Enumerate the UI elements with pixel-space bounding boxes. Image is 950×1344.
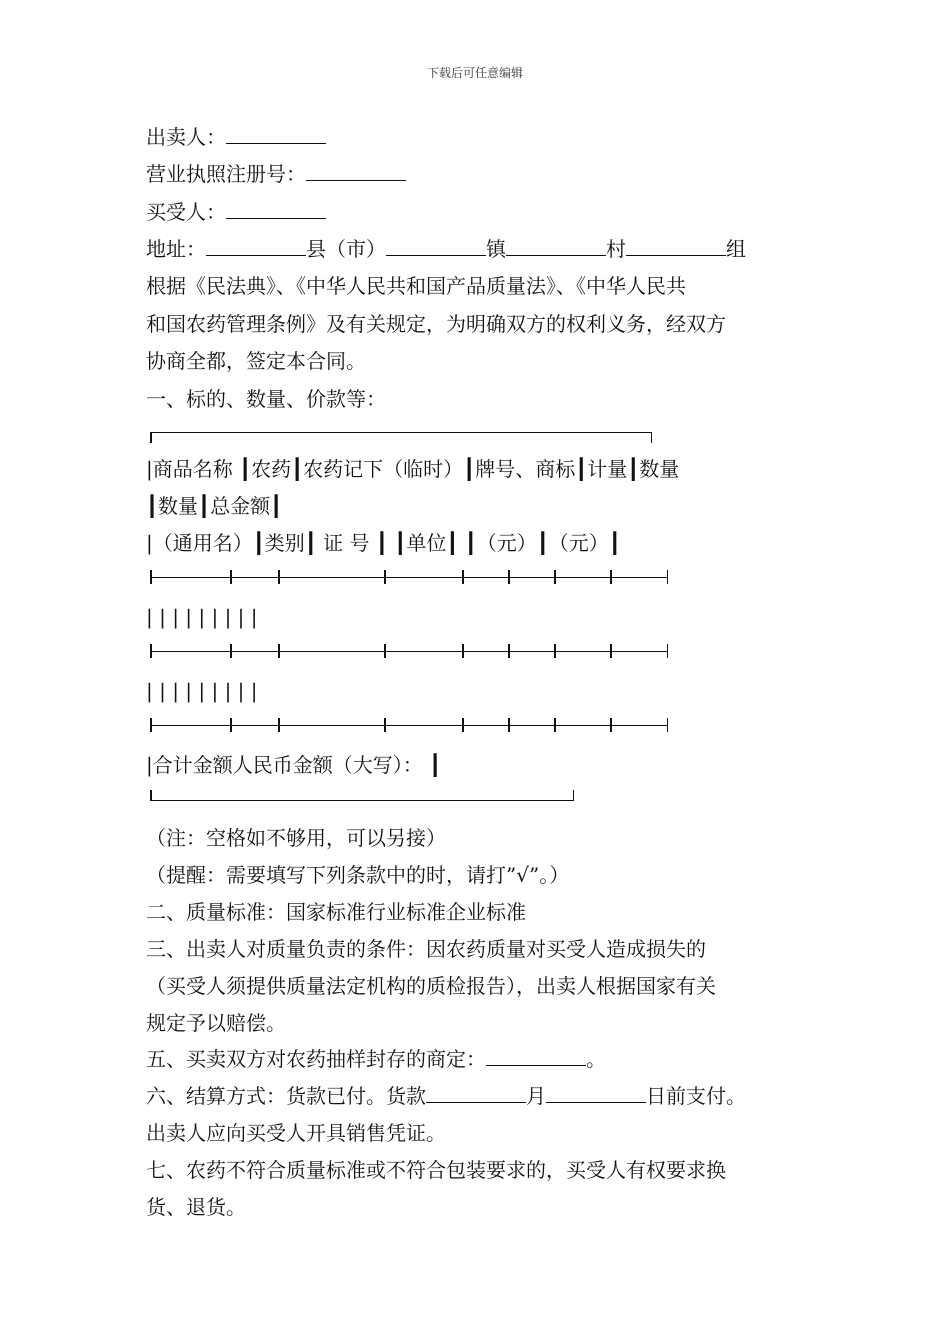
buyer-blank[interactable] bbox=[226, 200, 326, 219]
clause-3-line-2: （买受人须提供质量法定机构的质检报告），出卖人根据国家有关 bbox=[146, 974, 716, 998]
clause-7-line-1: 七、农药不符合质量标准或不符合包装要求的，买受人有权要求换 bbox=[146, 1158, 726, 1182]
clause-5-suffix: 。 bbox=[586, 1047, 606, 1071]
clause-2: 二、质量标准：国家标准行业标准企业标准 bbox=[146, 900, 526, 924]
table-divider-1 bbox=[150, 570, 668, 584]
note-1: （注：空格如不够用，可以另接） bbox=[146, 826, 446, 850]
address-line bbox=[146, 237, 746, 261]
table-divider-2 bbox=[150, 644, 668, 658]
address-group: 组 bbox=[726, 237, 746, 261]
table-header-line-2: ┃数量┃总金额┃ bbox=[146, 494, 283, 518]
clause-6-line-2: 出卖人应向买受人开具销售凭证。 bbox=[146, 1121, 446, 1145]
intro-line-3: 协商全都，签定本合同。 bbox=[146, 349, 366, 373]
intro-line-2: 和国农药管理条例》及有关规定，为明确双方的权利义务，经双方 bbox=[146, 312, 726, 336]
clause-5 bbox=[146, 1047, 606, 1071]
table-bottom-rule bbox=[150, 790, 574, 801]
table-header-line-1: |商品名称 ┃农药┃农药记下（临时）┃牌号、商标┃计量┃数量 bbox=[146, 457, 680, 481]
table-top-rule bbox=[150, 432, 652, 443]
clause-6-month-blank[interactable] bbox=[426, 1084, 526, 1103]
clause-3-line-1: 三、出卖人对质量负责的条件：因农药质量对买受人造成损失的 bbox=[146, 937, 706, 961]
clause-6-day-blank[interactable] bbox=[546, 1084, 646, 1103]
address-blank-3[interactable] bbox=[506, 237, 606, 256]
seller-line bbox=[146, 125, 326, 149]
table-total-line: |合计金额人民币金额（大写）： ┃ bbox=[146, 753, 442, 777]
intro-line-1: 根据《民法典》、《中华人民共和国产品质量法》、《中华人民共 bbox=[146, 274, 686, 298]
address-village: 村 bbox=[606, 237, 626, 261]
buyer-label: 买受人： bbox=[146, 200, 226, 224]
address-blank-1[interactable] bbox=[206, 237, 306, 256]
license-label: 营业执照注册号： bbox=[146, 162, 306, 186]
clause-3-line-3: 规定予以赔偿。 bbox=[146, 1011, 286, 1035]
address-blank-4[interactable] bbox=[626, 237, 726, 256]
address-label: 地址： bbox=[146, 237, 206, 261]
license-blank[interactable] bbox=[306, 162, 406, 181]
table-empty-row-2: | | | | | | | | | bbox=[146, 679, 258, 703]
table-header-line-3: |（通用名）┃类别┃ 证 号 ┃ ┃单位┃ ┃（元）┃（元）┃ bbox=[146, 531, 621, 555]
page-header-note: 下载后可任意编辑 bbox=[426, 66, 523, 80]
section-1-title: 一、标的、数量、价款等： bbox=[146, 387, 386, 411]
note-2: （提醒：需要填写下列条款中的时，请打”√”。） bbox=[146, 863, 570, 887]
clause-7-line-2: 货、退货。 bbox=[146, 1195, 246, 1219]
address-county: 县（市） bbox=[306, 237, 386, 261]
clause-6-prefix: 六、结算方式：货款已付。货款 bbox=[146, 1084, 426, 1108]
clause-6 bbox=[146, 1084, 746, 1108]
seller-label: 出卖人： bbox=[146, 125, 226, 149]
clause-6-day-suffix: 日前支付。 bbox=[646, 1084, 746, 1108]
table-empty-row-1: | | | | | | | | | bbox=[146, 605, 258, 629]
clause-6-month: 月 bbox=[526, 1084, 546, 1108]
seller-blank[interactable] bbox=[226, 125, 326, 144]
clause-5-prefix: 五、买卖双方对农药抽样封存的商定： bbox=[146, 1047, 486, 1071]
clause-5-blank[interactable] bbox=[486, 1047, 586, 1066]
buyer-line bbox=[146, 200, 326, 224]
address-blank-2[interactable] bbox=[386, 237, 486, 256]
table-divider-3 bbox=[150, 718, 668, 732]
address-town: 镇 bbox=[486, 237, 506, 261]
license-line bbox=[146, 162, 406, 186]
